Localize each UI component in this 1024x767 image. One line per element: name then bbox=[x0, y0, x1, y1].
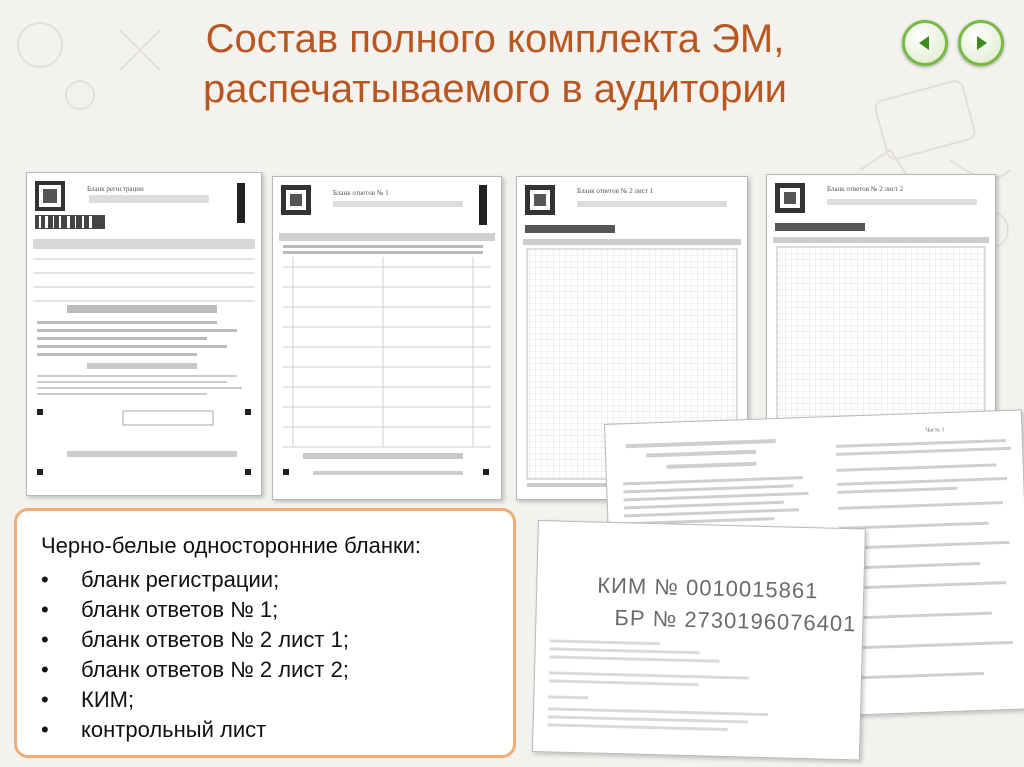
blank-list-box bbox=[14, 508, 516, 758]
answer-form-1-heading: Бланк ответов № 1 bbox=[333, 189, 389, 197]
list-item bbox=[41, 565, 495, 595]
list-item bbox=[41, 595, 495, 625]
br-number: БР № 2730196076401 bbox=[614, 605, 857, 637]
bullet: • bbox=[41, 687, 49, 712]
list-item bbox=[41, 655, 495, 685]
triangle-left-icon bbox=[916, 34, 934, 52]
list-item-label: бланк ответов № 2 лист 2; bbox=[81, 657, 349, 682]
answer-form-1-thumbnail bbox=[272, 176, 502, 500]
list-heading: Черно-белые односторонние бланки: bbox=[41, 533, 422, 558]
list-item bbox=[41, 625, 495, 655]
previous-slide-button[interactable] bbox=[902, 20, 948, 66]
next-slide-button[interactable] bbox=[958, 20, 1004, 66]
bullet: • bbox=[41, 567, 49, 592]
bullet: • bbox=[41, 717, 49, 742]
kim-task-header: Часть 1 bbox=[925, 427, 945, 434]
triangle-right-icon bbox=[972, 34, 990, 52]
list-item-label: бланк ответов № 2 лист 1; bbox=[81, 627, 349, 652]
answer-form-2-sheet-1-heading: Бланк ответов № 2 лист 1 bbox=[577, 187, 654, 195]
title-line-2: распечатываемого в аудитории bbox=[202, 67, 788, 111]
kim-number: КИМ № 0010015861 bbox=[596, 572, 819, 604]
list-item-label: контрольный лист bbox=[81, 717, 267, 742]
list-item bbox=[41, 685, 495, 715]
answer-form-2-sheet-2-heading: Бланк ответов № 2 лист 2 bbox=[827, 185, 904, 193]
bullet: • bbox=[41, 597, 49, 622]
list-item-label: бланк ответов № 1; bbox=[81, 597, 279, 622]
blank-list bbox=[35, 565, 495, 745]
registration-form-thumbnail bbox=[26, 172, 262, 496]
list-item-label: бланк регистрации; bbox=[81, 567, 280, 592]
bullet: • bbox=[41, 657, 49, 682]
list-item-label: КИМ; bbox=[81, 687, 135, 712]
registration-form-heading: Бланк регистрации bbox=[87, 185, 144, 193]
list-item bbox=[41, 715, 495, 745]
slide-title bbox=[150, 14, 840, 114]
title-line-1: Состав полного комплекта ЭМ, bbox=[205, 17, 785, 61]
control-sheet-thumbnail bbox=[532, 520, 866, 761]
bullet: • bbox=[41, 627, 49, 652]
